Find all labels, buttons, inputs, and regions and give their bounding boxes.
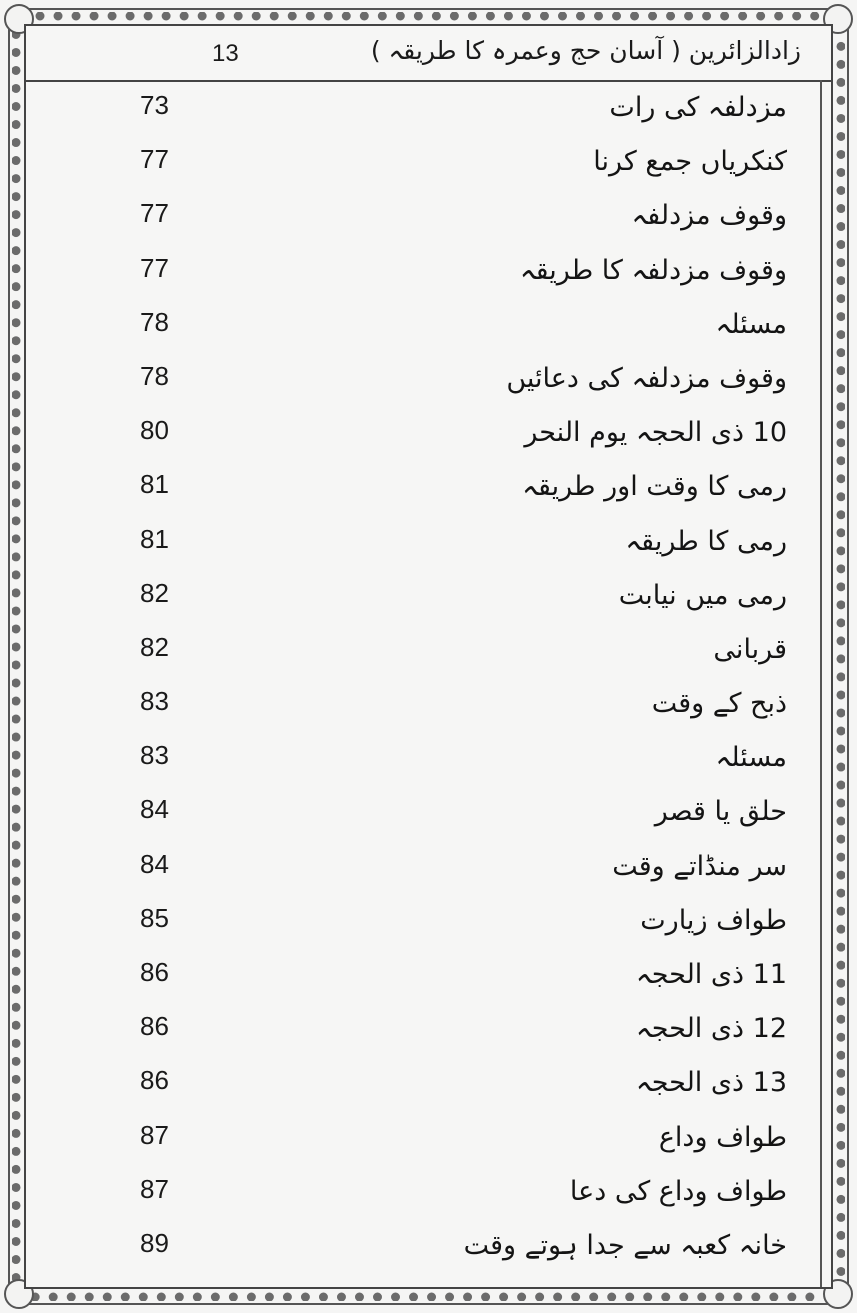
page-number: 13 [212,40,239,67]
toc-entry-page: 78 [140,360,169,391]
toc-entry-page: 87 [140,1173,169,1204]
toc-entry [26,784,817,838]
toc-entry [26,676,817,730]
toc-entry-page: 81 [140,469,169,500]
toc-entry [26,80,817,134]
toc-entry-page: 84 [140,794,169,825]
toc-entry-page: 77 [140,144,169,175]
toc-entry [26,893,817,947]
toc-entry [26,1218,817,1272]
toc-entry [26,188,817,242]
toc-entry-page: 82 [140,631,169,662]
column-rule [820,80,822,1287]
toc-entry-title: ذبح کے وقت [651,688,787,720]
toc-entry [26,947,817,1001]
toc-entry-page: 80 [140,415,169,446]
toc-entry [26,459,817,513]
toc-entry [26,568,817,622]
toc-entry [26,243,817,297]
toc-entry-title: طواف وداع [658,1121,787,1153]
toc-entry-title: 12 ذی الحجہ [635,1013,787,1045]
toc-entry-title: سر منڈاتے وقت [612,850,787,882]
toc-entry-page: 82 [140,577,169,608]
toc-entry-page: 83 [140,740,169,771]
toc-entry [26,730,817,784]
toc-entry-title: کنکریاں جمع کرنا [593,146,787,178]
toc-entry-title: خانہ کعبہ سے جدا ہوتے وقت [463,1229,787,1261]
toc-entry-title: 11 ذی الحجہ [635,959,787,990]
toc-entry-title: وقوف مزدلفہ کا طریقہ [519,254,787,286]
toc-entry-title: وقوف مزدلفہ [631,200,787,232]
toc-entry-page: 86 [140,957,169,987]
toc-entry-page: 83 [140,686,169,717]
toc-entry [26,839,817,893]
toc-entry [26,297,817,351]
toc-entry-page: 78 [140,306,169,337]
toc-entry-title: رمی کا وقت اور طریقہ [522,471,787,503]
toc-entry-page: 77 [140,198,169,229]
toc-entry-title: مزدلفہ کی رات [609,92,787,123]
toc-entry-title: طواف زیارت [640,904,787,936]
toc-entry-page: 86 [140,1011,169,1042]
toc-entry-page: 84 [140,848,169,879]
toc-entry-title: طواف وداع کی دعا [569,1175,787,1207]
toc-entry-title: 10 ذی الحجہ یوم النحر [524,417,787,449]
toc-entry-title: حلق یا قصر [654,796,787,828]
toc-entry [26,1001,817,1055]
toc-entry [26,1164,817,1218]
toc-entry-title: 13 ذی الحجہ [635,1067,787,1099]
toc-entry-page: 85 [140,902,169,933]
table-of-contents [26,80,817,1272]
toc-entry-page: 81 [140,523,169,554]
toc-entry-title: وقوف مزدلفہ کی دعائیں [506,362,787,394]
running-header [26,26,831,82]
toc-entry [26,351,817,405]
running-title: زادالزائرین ( آسان حج وعمرہ کا طریقہ ) [370,36,801,65]
toc-entry [26,1110,817,1164]
toc-entry [26,622,817,676]
toc-entry-page: 73 [140,90,169,120]
toc-entry-page: 89 [140,1227,169,1258]
toc-entry-title: قربانی [713,633,787,665]
toc-entry-title: مسئلہ [715,308,787,340]
toc-entry [26,405,817,459]
toc-entry-page: 86 [140,1065,169,1096]
toc-entry [26,134,817,188]
toc-entry-title: رمی کا طریقہ [625,525,787,557]
toc-entry-title: رمی میں نیابت [618,579,787,611]
toc-entry-page: 77 [140,252,169,283]
toc-entry [26,1055,817,1109]
toc-entry-title: مسئلہ [715,742,787,774]
toc-entry-page: 87 [140,1119,169,1150]
toc-entry [26,514,817,568]
